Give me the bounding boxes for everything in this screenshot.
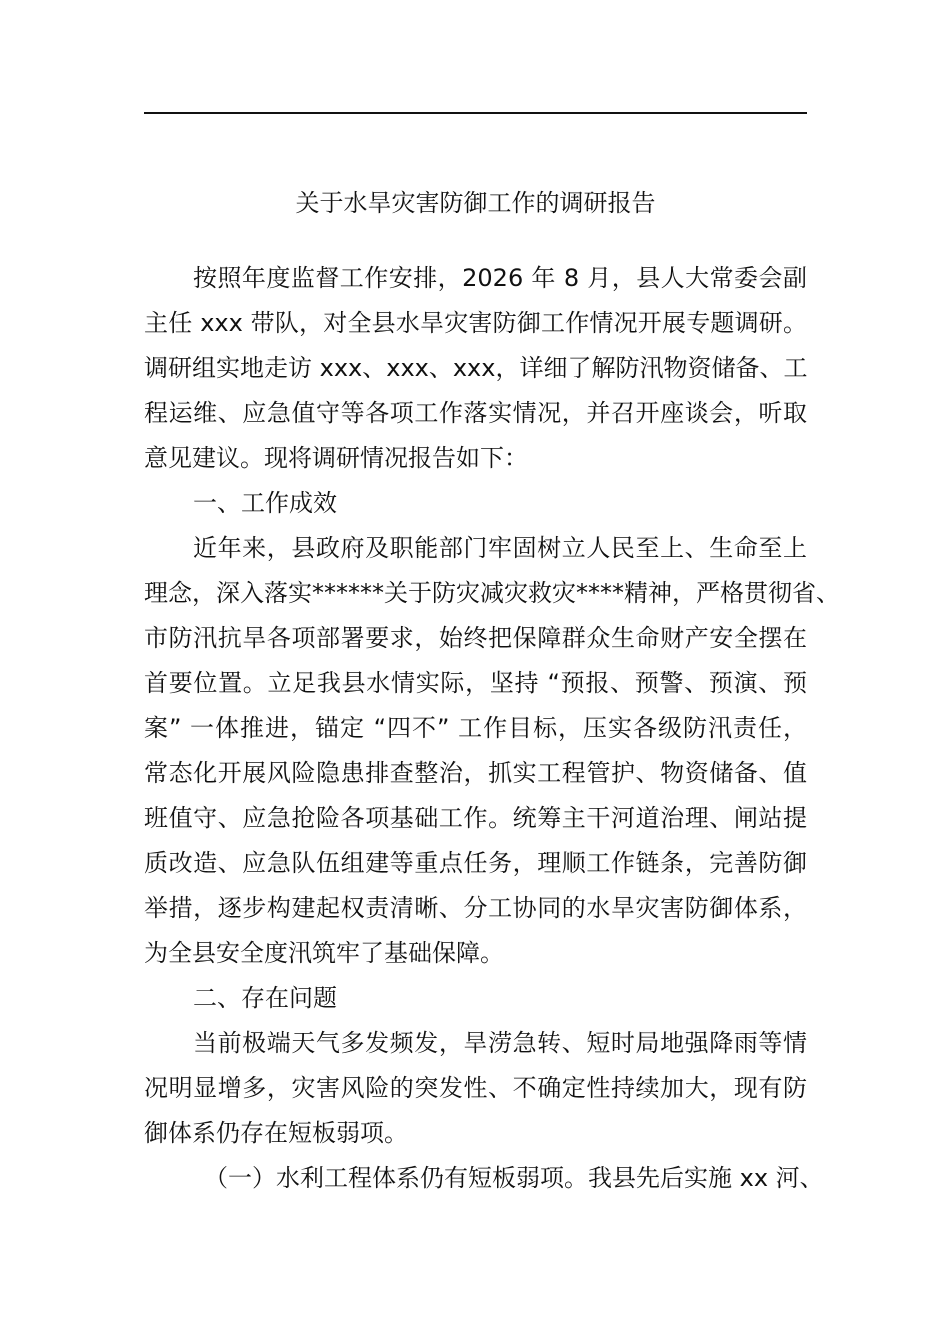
paragraph-line: 为全县安全度汛筑牢了基础保障。 (144, 939, 504, 967)
paragraph-line: 按照年度监督工作安排，2026 年 8 月，县人大常委会副 (193, 264, 807, 292)
paragraph-line: 况明显增多，灾害风险的突发性、不确定性持续加大，现有防 (144, 1074, 807, 1102)
subsection-line: （一）水利工程体系仍有短板弱项。我县先后实施 xx 河、 (204, 1164, 824, 1192)
page-title: 关于水旱灾害防御工作的调研报告 (295, 189, 656, 217)
header-rule (144, 112, 807, 114)
paragraph-line: 举措，逐步构建起权责清晰、分工协同的水旱灾害防御体系， (144, 894, 807, 922)
section-heading: 二、存在问题 (193, 984, 337, 1012)
paragraph-line: 市防汛抗旱各项部署要求，始终把保障群众生命财产安全摆在 (144, 624, 807, 652)
paragraph-line: 理念，深入落实******关于防灾减灾救灾****精神，严格贯彻省、 (144, 579, 840, 607)
paragraph-line: 案” 一体推进，锚定 “四不” 工作目标，压实各级防汛责任， (144, 714, 807, 742)
paragraph-line: 意见建议。现将调研情况报告如下： (144, 444, 528, 472)
paragraph-line: 调研组实地走访 xxx、xxx、xxx，详细了解防汛物资储备、工 (144, 354, 808, 382)
paragraph-line: 质改造、应急队伍组建等重点任务，理顺工作链条，完善防御 (144, 849, 807, 877)
paragraph-line: 首要位置。立足我县水情实际，坚持 “预报、预警、预演、预 (144, 669, 807, 697)
paragraph-line: 当前极端天气多发频发，旱涝急转、短时局地强降雨等情 (193, 1029, 807, 1057)
paragraph-line: 班值守、应急抢险各项基础工作。统筹主干河道治理、闸站提 (144, 804, 807, 832)
paragraph-line: 常态化开展风险隐患排查整治，抓实工程管护、物资储备、值 (144, 759, 807, 787)
paragraph-line: 主任 xxx 带队，对全县水旱灾害防御工作情况开展专题调研。 (144, 309, 807, 337)
section-heading: 一、工作成效 (193, 489, 337, 517)
paragraph-line: 御体系仍存在短板弱项。 (144, 1119, 408, 1147)
paragraph-line: 近年来，县政府及职能部门牢固树立人民至上、生命至上 (193, 534, 807, 562)
paragraph-line: 程运维、应急值守等各项工作落实情况，并召开座谈会，听取 (144, 399, 807, 427)
